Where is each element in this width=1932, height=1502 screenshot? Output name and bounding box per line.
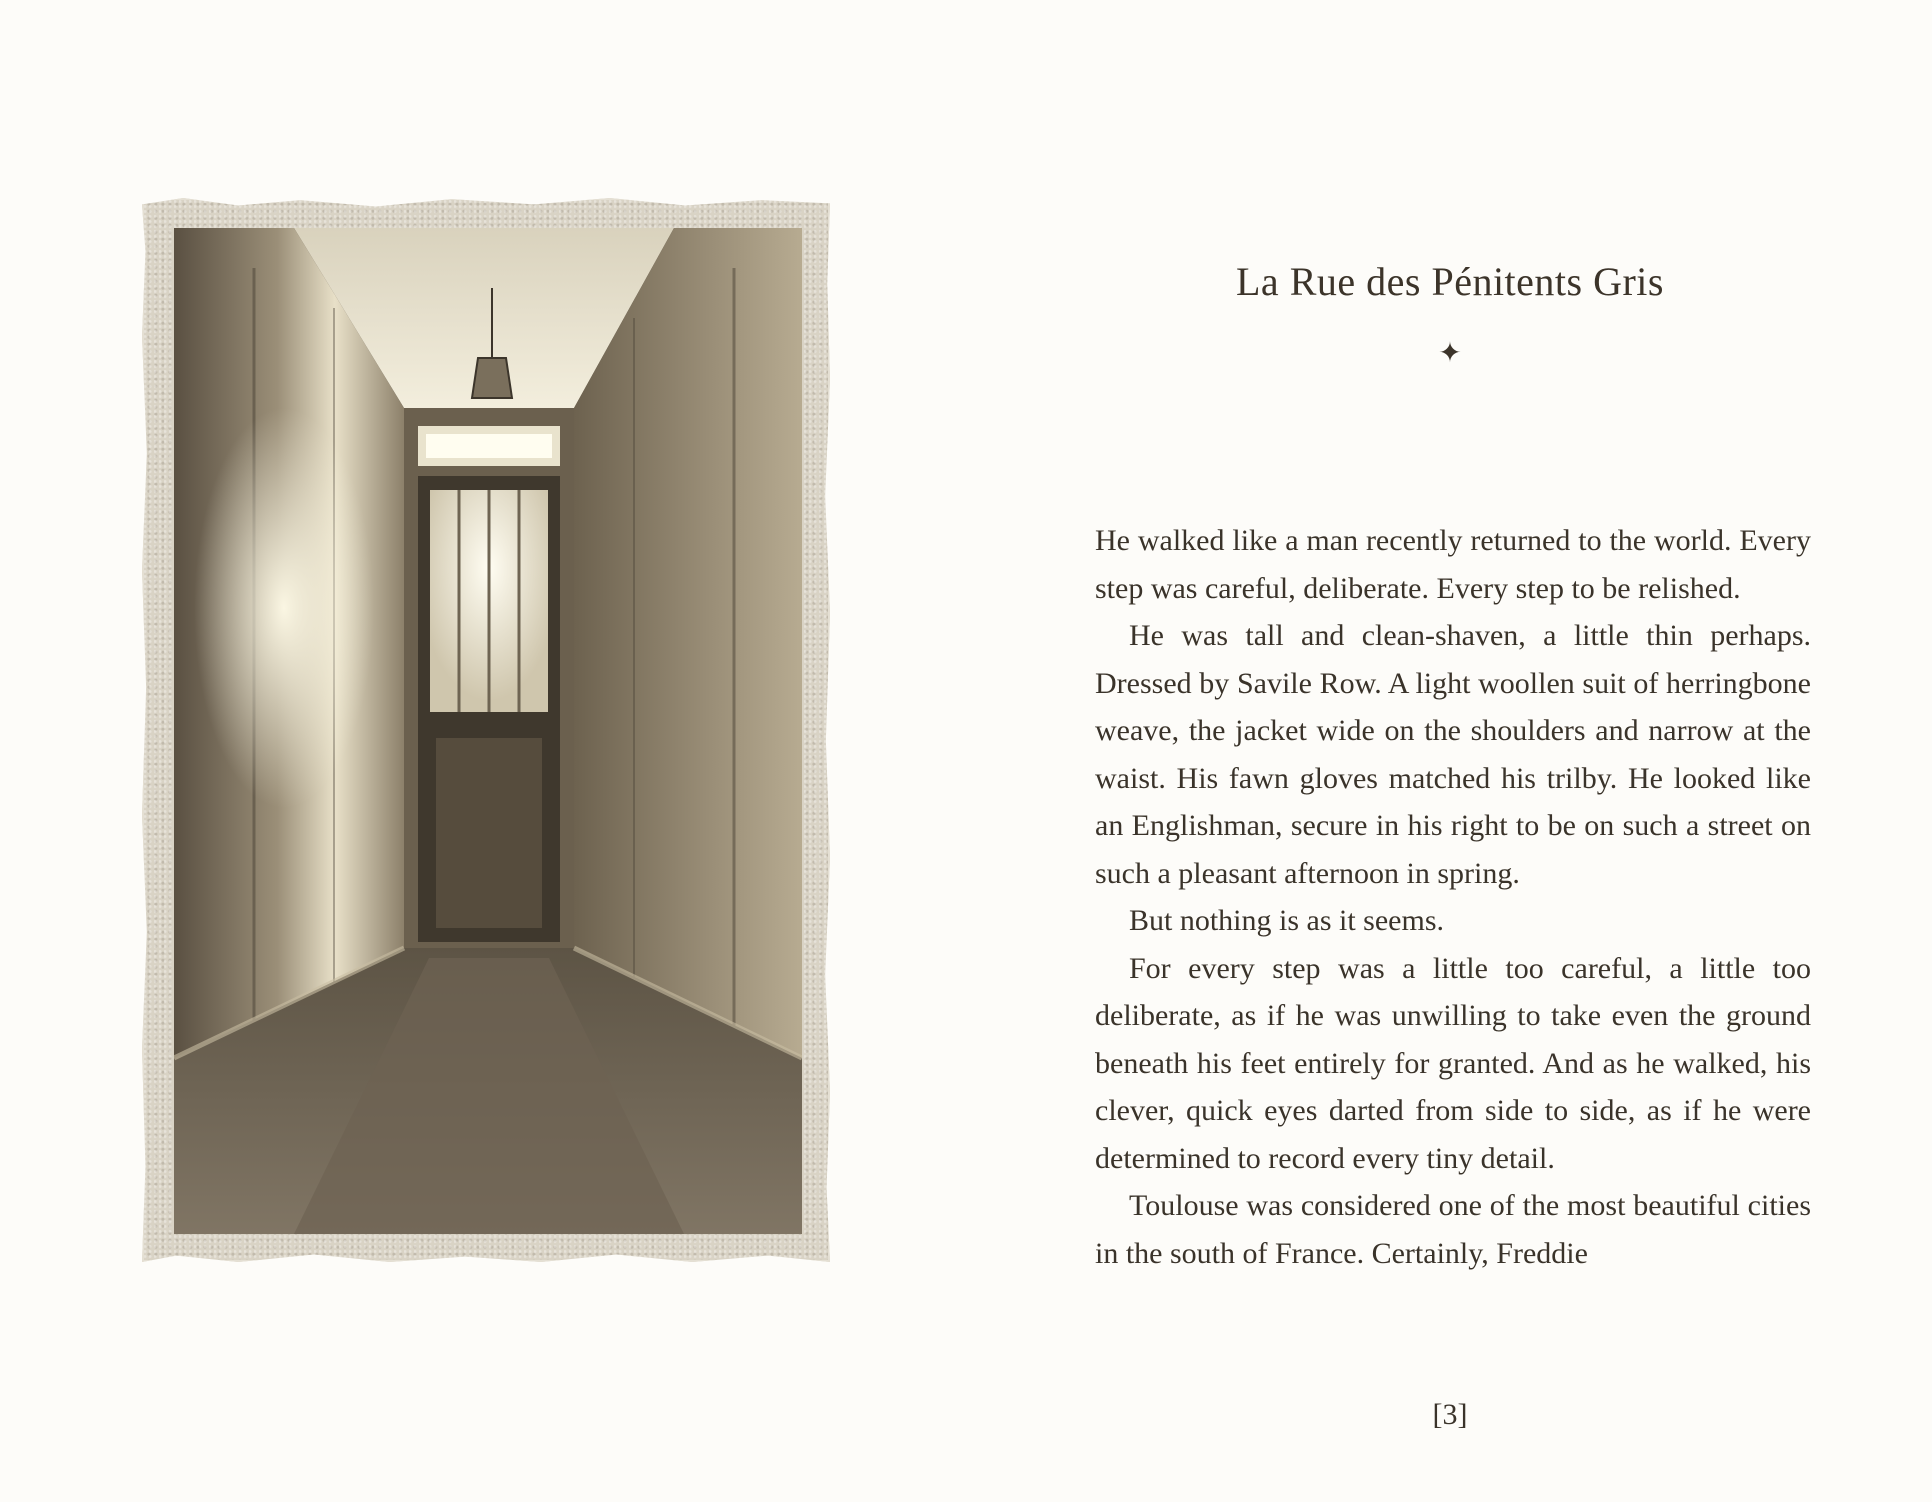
chapter-title: La Rue des Pénitents Gris (1236, 259, 1664, 304)
paragraph: He was tall and clean-shaven, a little thin perhaps. Dressed by Savile Row. A light woollen suit of herringbone weave, the jacket wide on the shoulders and narrow at the waist. His fawn gloves matched his trilby. He looked like an Englishman, secure in his right to be on such a street on such a pleasant afternoon in spring. (1095, 619, 1811, 890)
photo-frame (142, 198, 830, 1262)
ornament-star-icon: ✦ (1438, 338, 1462, 369)
hallway-illustration (174, 228, 802, 1234)
paragraph: Toulouse was considered one of the most beautiful cities in the south of France. Certainly, Freddie (1095, 1189, 1811, 1270)
page-number: [3] (1432, 1398, 1468, 1431)
paragraph: But nothing is as it seems. (1129, 904, 1444, 937)
hallway-photograph (174, 228, 802, 1234)
body-text (1095, 517, 1811, 1277)
paragraph: He walked like a man recently returned to the world. Every step was careful, deliberate. Every step to be relished. (1095, 524, 1811, 605)
paragraph: For every step was a little too careful, a little too deliberate, as if he was unwilling to take even the ground beneath his feet entirely for granted. And as he walked, his clever, quick eyes darted from side to side, as if he were determined to record every tiny detail. (1095, 951, 1811, 1175)
